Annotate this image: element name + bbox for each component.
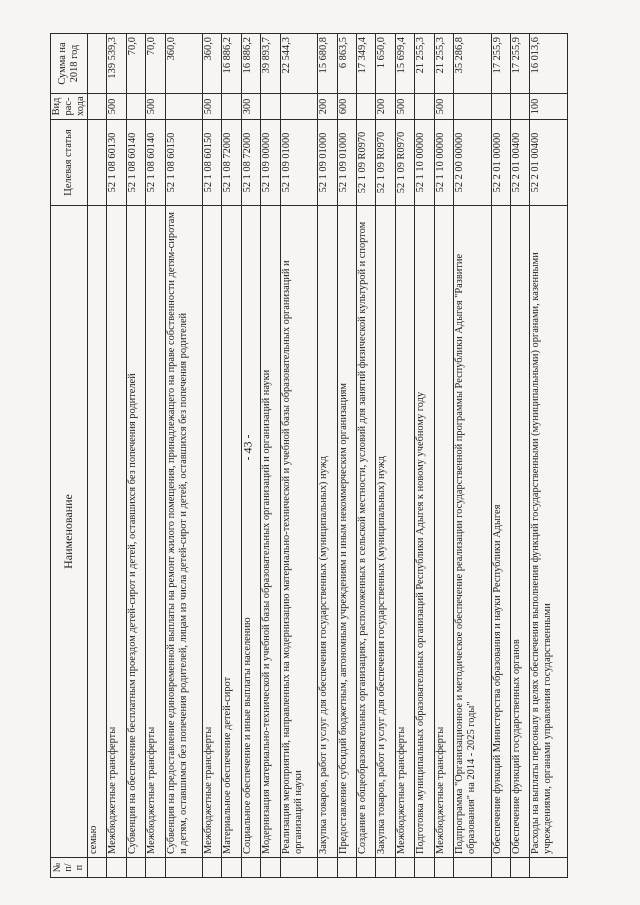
row-num [395, 858, 414, 878]
row-sum: 1 650,0 [376, 34, 395, 94]
row-name: Создание в общеобразовательных организациях, расположенных в сельской местности, условий для занятий физической культурой и спортом [356, 206, 375, 858]
row-num [261, 858, 280, 878]
row-code: 52 2 01 00400 [510, 120, 529, 206]
page-number: - 43 - [240, 434, 255, 461]
row-num [356, 858, 375, 878]
row-rash: 500 [107, 94, 126, 120]
row-rash [415, 94, 434, 120]
row-code: 52 1 09 01000 [318, 120, 337, 206]
row-code: 52 1 10 00000 [415, 120, 434, 206]
row-rash: 600 [337, 94, 356, 120]
row-name: Обеспечение функций государственных органов [510, 206, 529, 858]
row-num [202, 858, 221, 878]
row-sum: 35 286,8 [454, 34, 491, 94]
row-sum: 70,0 [126, 34, 145, 94]
row-sum: 16 886,2 [222, 34, 241, 94]
table-row [376, 34, 395, 878]
row-name: Субвенция на предоставление единовременной выплаты на ремонт жилого помещения, принадлежащего на праве собственности детям-сиротам и детям, оставшимся без попечения родителей, лицам из числа детей-сирот и детей, оставшихся без попечения родителей [165, 206, 202, 858]
row-sum: 17 255,9 [510, 34, 529, 94]
row-rash: 300 [241, 94, 260, 120]
table-row [202, 34, 221, 878]
row-num [415, 858, 434, 878]
row-name: Материальное обеспечение детей-сирот [222, 206, 241, 858]
row-rash: 100 [530, 94, 568, 120]
row-rash [356, 94, 375, 120]
row-rash [87, 94, 106, 120]
row-name: Расходы на выплаты персоналу в целях обеспечения выполнения функций государственными (муниципальными) органами, казенными учреждениями, органами управления государственными [530, 206, 568, 858]
row-name: Подпрограмма "Организационное и методическое обеспечение реализации государственной программы Республики Адыгея "Развитие образования" на 2014 - 2025 годы" [454, 206, 491, 858]
budget-table [50, 33, 568, 878]
header-sum: Сумма на 2018 год [51, 34, 88, 94]
row-num [376, 858, 395, 878]
row-code: 52 1 09 01000 [280, 120, 317, 206]
row-name: Подготовка муниципальных образовательных организаций Республики Адыгея к новому учебному году [415, 206, 434, 858]
row-name: семью [87, 206, 106, 858]
table-row [222, 34, 241, 878]
row-code: 52 2 00 00000 [454, 120, 491, 206]
row-sum: 21 255,3 [415, 34, 434, 94]
row-code: 52 1 09 01000 [337, 120, 356, 206]
table-body [87, 34, 567, 878]
row-name: Социальное обеспечение и иные выплаты населению [241, 206, 260, 858]
row-num [318, 858, 337, 878]
row-num [530, 858, 568, 878]
row-num [434, 858, 453, 878]
row-rash [280, 94, 317, 120]
row-sum: 39 893,7 [261, 34, 280, 94]
row-rash [126, 94, 145, 120]
table-row [356, 34, 375, 878]
row-rash [222, 94, 241, 120]
row-rash [261, 94, 280, 120]
row-num [241, 858, 260, 878]
header-num: № п/п [51, 858, 88, 878]
row-sum: 16 886,2 [241, 34, 260, 94]
row-name: Межбюджетные трансферты [202, 206, 221, 858]
row-num [510, 858, 529, 878]
row-name: Реализация мероприятий, направленных на модернизацию материально-технической и учебной базы образовательных организаций и организаций науки [280, 206, 317, 858]
row-rash [491, 94, 510, 120]
row-name: Обеспечение функций Министерства образования и науки Республики Адыгея [491, 206, 510, 858]
row-rash: 500 [202, 94, 221, 120]
row-rash [165, 94, 202, 120]
row-sum [87, 34, 106, 94]
table-row [530, 34, 568, 878]
row-sum: 22 544,3 [280, 34, 317, 94]
row-name: Межбюджетные трансферты [395, 206, 414, 858]
row-num [87, 858, 106, 878]
table-row [261, 34, 280, 878]
row-name: Закупка товаров, работ и услуг для обеспечения государственных (муниципальных) нужд [376, 206, 395, 858]
row-code: 52 1 08 72000 [241, 120, 260, 206]
header-rash: Вид рас- хода [51, 94, 88, 120]
row-rash: 500 [146, 94, 165, 120]
row-num [165, 858, 202, 878]
table-row [318, 34, 337, 878]
row-sum: 360,0 [202, 34, 221, 94]
row-name: Субвенция на обеспечение бесплатным проездом детей-сирот и детей, оставшихся без попечения родителей [126, 206, 145, 858]
row-rash: 500 [434, 94, 453, 120]
row-code: 52 1 08 60140 [146, 120, 165, 206]
row-num [222, 858, 241, 878]
row-code: 52 2 01 00400 [530, 120, 568, 206]
row-code: 52 2 01 00000 [491, 120, 510, 206]
row-num [146, 858, 165, 878]
row-rash: 200 [376, 94, 395, 120]
row-rash: 200 [318, 94, 337, 120]
row-sum: 16 013,6 [530, 34, 568, 94]
table-row [87, 34, 106, 878]
row-num [126, 858, 145, 878]
row-num [491, 858, 510, 878]
header-name: Наименование [51, 206, 88, 858]
row-sum: 360,0 [165, 34, 202, 94]
row-rash [454, 94, 491, 120]
row-sum: 15 680,8 [318, 34, 337, 94]
row-code: 52 1 09 R0970 [376, 120, 395, 206]
row-sum: 21 255,3 [434, 34, 453, 94]
table-row [241, 34, 260, 878]
row-name: Закупка товаров, работ и услуг для обеспечения государственных (муниципальных) нужд [318, 206, 337, 858]
table-row [126, 34, 145, 878]
row-code: 52 1 08 60140 [126, 120, 145, 206]
row-code: 52 1 10 00000 [434, 120, 453, 206]
table-row [491, 34, 510, 878]
table-row [165, 34, 202, 878]
row-num [280, 858, 317, 878]
row-code [87, 120, 106, 206]
row-name: Межбюджетные трансферты [107, 206, 126, 858]
rotated-table-wrapper [50, 33, 568, 878]
row-sum: 6 863,5 [337, 34, 356, 94]
row-rash [510, 94, 529, 120]
table-header-row [51, 34, 88, 878]
row-sum: 139 539,3 [107, 34, 126, 94]
row-sum: 17 255,9 [491, 34, 510, 94]
row-code: 52 1 09 R0970 [356, 120, 375, 206]
row-code: 52 1 08 60150 [165, 120, 202, 206]
table-row [280, 34, 317, 878]
row-sum: 70,0 [146, 34, 165, 94]
table-row [415, 34, 434, 878]
row-code: 52 1 08 60150 [202, 120, 221, 206]
row-name: Модернизация материально-технической и учебной базы образовательных организаций и организаций науки [261, 206, 280, 858]
row-name: Межбюджетные трансферты [434, 206, 453, 858]
row-rash: 500 [395, 94, 414, 120]
row-code: 52 1 09 R0970 [395, 120, 414, 206]
table-row [454, 34, 491, 878]
row-num [337, 858, 356, 878]
row-code: 52 1 09 00000 [261, 120, 280, 206]
table-row [510, 34, 529, 878]
header-code: Целевая статья [51, 120, 88, 206]
table-row [434, 34, 453, 878]
row-name: Межбюджетные трансферты [146, 206, 165, 858]
table-row [395, 34, 414, 878]
row-sum: 15 699,4 [395, 34, 414, 94]
table-row [146, 34, 165, 878]
row-sum: 17 349,4 [356, 34, 375, 94]
row-num [107, 858, 126, 878]
row-code: 52 1 08 72000 [222, 120, 241, 206]
row-code: 52 1 08 60130 [107, 120, 126, 206]
table-row [337, 34, 356, 878]
table-row [107, 34, 126, 878]
row-num [454, 858, 491, 878]
row-name: Предоставление субсидий бюджетным, автономным учреждениям и иным некоммерческим организациям [337, 206, 356, 858]
